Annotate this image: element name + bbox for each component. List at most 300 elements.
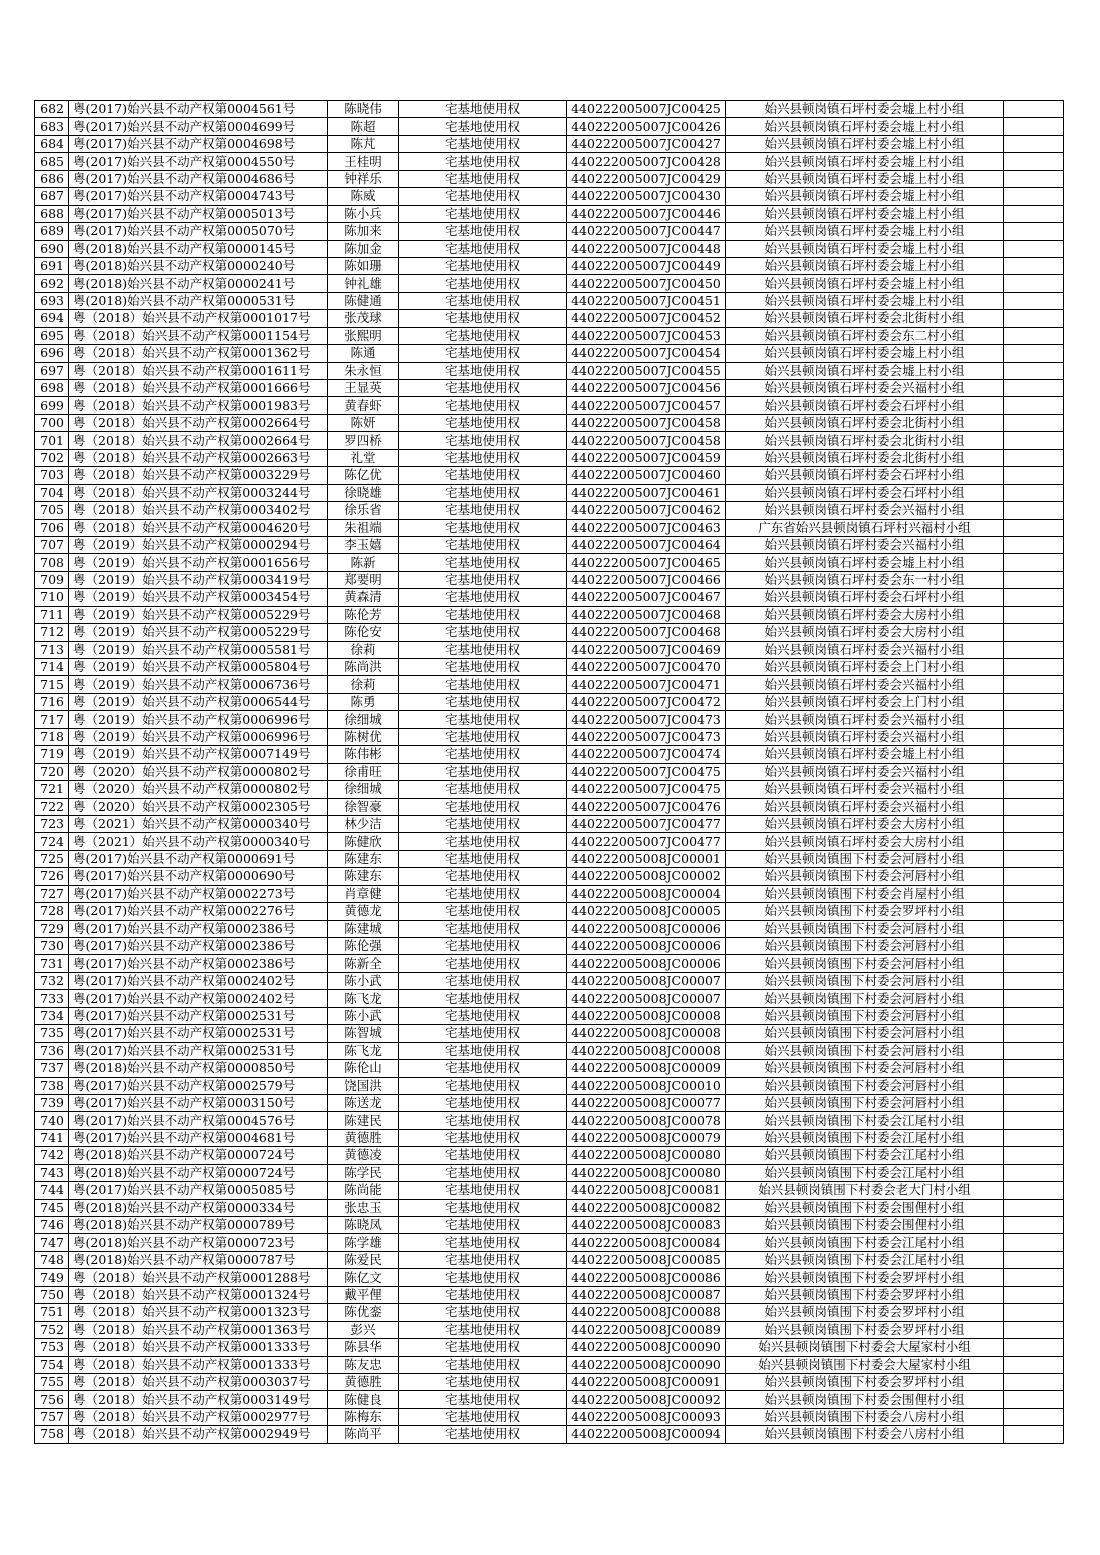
parcel-code-cell: 440222005008JC00009 [567,1060,726,1077]
row-number-cell: 718 [35,728,69,745]
row-number-cell: 756 [35,1391,69,1408]
note-cell [1004,1356,1064,1373]
row-number-cell: 688 [35,205,69,222]
parcel-code-cell: 440222005008JC00093 [567,1408,726,1425]
owner-name-cell: 陈尚能 [328,1182,399,1199]
row-number-cell: 744 [35,1182,69,1199]
row-number-cell: 697 [35,362,69,379]
owner-name-cell: 黄春虾 [328,397,399,414]
row-number-cell: 727 [35,885,69,902]
certificate-number-cell: 粤（2020）始兴县不动产权第0000802号 [69,763,328,780]
parcel-code-cell: 440222005007JC00457 [567,397,726,414]
table-row [35,414,1064,431]
table-row [35,467,1064,484]
certificate-number-cell: 粤(2018)始兴县不动产权第0000240号 [69,257,328,274]
location-cell: 始兴县顿岗镇石坪村委会墟上村小组 [726,345,1004,362]
owner-name-cell: 陈健通 [328,292,399,309]
location-cell: 始兴县顿岗镇石坪村委会墟上村小组 [726,554,1004,571]
table-row [35,624,1064,641]
parcel-code-cell: 440222005008JC00080 [567,1164,726,1181]
owner-name-cell: 张熙明 [328,327,399,344]
certificate-number-cell: 粤(2018)始兴县不动产权第0000724号 [69,1164,328,1181]
certificate-number-cell: 粤(2017)始兴县不动产权第0004699号 [69,118,328,135]
right-type-cell: 宅基地使用权 [399,885,567,902]
certificate-number-cell: 粤(2017)始兴县不动产权第0000691号 [69,850,328,867]
right-type-cell: 宅基地使用权 [399,1251,567,1268]
parcel-code-cell: 440222005008JC00092 [567,1391,726,1408]
certificate-number-cell: 粤(2018)始兴县不动产权第0000789号 [69,1217,328,1234]
certificate-number-cell: 粤(2017)始兴县不动产权第0004550号 [69,153,328,170]
certificate-number-cell: 粤（2019）始兴县不动产权第0003419号 [69,571,328,588]
row-number-cell: 684 [35,135,69,152]
table-row [35,1426,1064,1443]
parcel-code-cell: 440222005007JC00454 [567,345,726,362]
owner-name-cell: 陈建民 [328,1112,399,1129]
location-cell: 始兴县顿岗镇石坪村委会墟上村小组 [726,188,1004,205]
owner-name-cell: 黄德胜 [328,1129,399,1146]
table-row [35,380,1064,397]
row-number-cell: 687 [35,188,69,205]
parcel-code-cell: 440222005008JC00078 [567,1112,726,1129]
certificate-number-cell: 粤（2018）始兴县不动产权第0001333号 [69,1356,328,1373]
parcel-code-cell: 440222005007JC00429 [567,170,726,187]
location-cell: 始兴县顿岗镇围下村委会大屋家村小组 [726,1356,1004,1373]
owner-name-cell: 王显英 [328,380,399,397]
certificate-number-cell: 粤(2017)始兴县不动产权第0002402号 [69,972,328,989]
note-cell [1004,1129,1064,1146]
right-type-cell: 宅基地使用权 [399,135,567,152]
right-type-cell: 宅基地使用权 [399,1286,567,1303]
right-type-cell: 宅基地使用权 [399,1356,567,1373]
table-row [35,972,1064,989]
parcel-code-cell: 440222005008JC00002 [567,868,726,885]
table-row [35,257,1064,274]
owner-name-cell: 陈亿优 [328,467,399,484]
note-cell [1004,467,1064,484]
table-row [35,275,1064,292]
note-cell [1004,1007,1064,1024]
parcel-code-cell: 440222005008JC00077 [567,1094,726,1111]
parcel-code-cell: 440222005008JC00087 [567,1286,726,1303]
parcel-code-cell: 440222005007JC00425 [567,101,726,118]
note-cell [1004,693,1064,710]
owner-name-cell: 陈伦安 [328,624,399,641]
note-cell [1004,345,1064,362]
right-type-cell: 宅基地使用权 [399,1129,567,1146]
owner-name-cell: 王桂明 [328,153,399,170]
note-cell [1004,1147,1064,1164]
right-type-cell: 宅基地使用权 [399,624,567,641]
note-cell [1004,1217,1064,1234]
row-number-cell: 708 [35,554,69,571]
location-cell: 始兴县顿岗镇围下村委会围俚村小组 [726,1217,1004,1234]
right-type-cell: 宅基地使用权 [399,571,567,588]
row-number-cell: 755 [35,1373,69,1390]
note-cell [1004,938,1064,955]
note-cell [1004,815,1064,832]
table-row [35,1094,1064,1111]
table-row [35,1251,1064,1268]
location-cell: 始兴县顿岗镇围下村委会罗坪村小组 [726,1373,1004,1390]
parcel-code-cell: 440222005007JC00460 [567,467,726,484]
location-cell: 始兴县顿岗镇石坪村委会墟上村小组 [726,101,1004,118]
owner-name-cell: 黄德龙 [328,903,399,920]
parcel-code-cell: 440222005007JC00473 [567,711,726,728]
table-row [35,1408,1064,1425]
table-row [35,118,1064,135]
right-type-cell: 宅基地使用权 [399,502,567,519]
table-row [35,711,1064,728]
note-cell [1004,1025,1064,1042]
right-type-cell: 宅基地使用权 [399,1234,567,1251]
right-type-cell: 宅基地使用权 [399,1007,567,1024]
certificate-number-cell: 粤(2017)始兴县不动产权第0002531号 [69,1042,328,1059]
right-type-cell: 宅基地使用权 [399,920,567,937]
location-cell: 始兴县顿岗镇石坪村委会石坪村小组 [726,397,1004,414]
row-number-cell: 700 [35,414,69,431]
note-cell [1004,1269,1064,1286]
table-row [35,815,1064,832]
right-type-cell: 宅基地使用权 [399,449,567,466]
certificate-number-cell: 粤（2018）始兴县不动产权第0001363号 [69,1321,328,1338]
owner-name-cell: 陈伟彬 [328,746,399,763]
owner-name-cell: 陈爱民 [328,1251,399,1268]
right-type-cell: 宅基地使用权 [399,606,567,623]
table-row [35,955,1064,972]
certificate-number-cell: 粤（2021）始兴县不动产权第0000340号 [69,815,328,832]
certificate-number-cell: 粤(2018)始兴县不动产权第0000145号 [69,240,328,257]
note-cell [1004,990,1064,1007]
table-row [35,1199,1064,1216]
note-cell [1004,1182,1064,1199]
owner-name-cell: 陈小兵 [328,205,399,222]
parcel-code-cell: 440222005007JC00461 [567,484,726,501]
note-cell [1004,850,1064,867]
parcel-code-cell: 440222005007JC00448 [567,240,726,257]
location-cell: 始兴县顿岗镇围下村委会肖屋村小组 [726,885,1004,902]
certificate-number-cell: 粤（2019）始兴县不动产权第0005229号 [69,606,328,623]
note-cell [1004,903,1064,920]
note-cell [1004,1373,1064,1390]
right-type-cell: 宅基地使用权 [399,728,567,745]
owner-name-cell: 陈亿文 [328,1269,399,1286]
row-number-cell: 712 [35,624,69,641]
certificate-number-cell: 粤（2018）始兴县不动产权第0001666号 [69,380,328,397]
location-cell: 始兴县顿岗镇石坪村委会墟上村小组 [726,170,1004,187]
parcel-code-cell: 440222005008JC00090 [567,1356,726,1373]
right-type-cell: 宅基地使用权 [399,1199,567,1216]
owner-name-cell: 陈芃 [328,135,399,152]
certificate-number-cell: 粤（2019）始兴县不动产权第0006544号 [69,693,328,710]
right-type-cell: 宅基地使用权 [399,903,567,920]
row-number-cell: 753 [35,1339,69,1356]
parcel-code-cell: 440222005008JC00081 [567,1182,726,1199]
location-cell: 始兴县顿岗镇围下村委会罗坪村小组 [726,1286,1004,1303]
note-cell [1004,1426,1064,1443]
parcel-code-cell: 440222005008JC00006 [567,938,726,955]
location-cell: 始兴县顿岗镇围下村委会河唇村小组 [726,1077,1004,1094]
right-type-cell: 宅基地使用权 [399,484,567,501]
owner-name-cell: 陈晓伟 [328,101,399,118]
owner-name-cell: 饶国洪 [328,1077,399,1094]
location-cell: 始兴县顿岗镇围下村委会江尾村小组 [726,1164,1004,1181]
location-cell: 始兴县顿岗镇石坪村委会兴福村小组 [726,711,1004,728]
right-type-cell: 宅基地使用权 [399,1408,567,1425]
row-number-cell: 746 [35,1217,69,1234]
right-type-cell: 宅基地使用权 [399,990,567,1007]
certificate-number-cell: 粤（2018）始兴县不动产权第0003244号 [69,484,328,501]
parcel-code-cell: 440222005007JC00456 [567,380,726,397]
owner-name-cell: 黄德凌 [328,1147,399,1164]
table-row [35,484,1064,501]
owner-name-cell: 陈友忠 [328,1356,399,1373]
owner-name-cell: 陈建城 [328,920,399,937]
row-number-cell: 724 [35,833,69,850]
right-type-cell: 宅基地使用权 [399,380,567,397]
note-cell [1004,275,1064,292]
location-cell: 始兴县顿岗镇围下村委会罗坪村小组 [726,1321,1004,1338]
row-number-cell: 732 [35,972,69,989]
location-cell: 始兴县顿岗镇石坪村委会东二村小组 [726,327,1004,344]
location-cell: 始兴县顿岗镇围下村委会河唇村小组 [726,1094,1004,1111]
row-number-cell: 689 [35,223,69,240]
certificate-number-cell: 粤（2018）始兴县不动产权第0001324号 [69,1286,328,1303]
right-type-cell: 宅基地使用权 [399,519,567,536]
parcel-code-cell: 440222005007JC00446 [567,205,726,222]
row-number-cell: 710 [35,589,69,606]
parcel-code-cell: 440222005007JC00463 [567,519,726,536]
note-cell [1004,571,1064,588]
parcel-code-cell: 440222005008JC00079 [567,1129,726,1146]
parcel-code-cell: 440222005008JC00091 [567,1373,726,1390]
note-cell [1004,833,1064,850]
location-cell: 始兴县顿岗镇石坪村委会北街村小组 [726,432,1004,449]
owner-name-cell: 陈送龙 [328,1094,399,1111]
location-cell: 始兴县顿岗镇石坪村委会大房村小组 [726,606,1004,623]
certificate-number-cell: 粤(2017)始兴县不动产权第0004686号 [69,170,328,187]
right-type-cell: 宅基地使用权 [399,1147,567,1164]
note-cell [1004,589,1064,606]
owner-name-cell: 戴平俚 [328,1286,399,1303]
parcel-code-cell: 440222005008JC00088 [567,1304,726,1321]
table-row [35,833,1064,850]
note-cell [1004,1339,1064,1356]
owner-name-cell: 陈通 [328,345,399,362]
right-type-cell: 宅基地使用权 [399,1112,567,1129]
parcel-code-cell: 440222005007JC00462 [567,502,726,519]
table-row [35,990,1064,1007]
row-number-cell: 694 [35,310,69,327]
note-cell [1004,746,1064,763]
row-number-cell: 711 [35,606,69,623]
owner-name-cell: 李玉嬉 [328,536,399,553]
table-row [35,205,1064,222]
certificate-number-cell: 粤（2018）始兴县不动产权第0001288号 [69,1269,328,1286]
row-number-cell: 748 [35,1251,69,1268]
table-row [35,676,1064,693]
note-cell [1004,397,1064,414]
owner-name-cell: 徐莉 [328,641,399,658]
row-number-cell: 750 [35,1286,69,1303]
certificate-number-cell: 粤(2017)始兴县不动产权第0002276号 [69,903,328,920]
parcel-code-cell: 440222005008JC00086 [567,1269,726,1286]
table-body [35,101,1064,1444]
row-number-cell: 747 [35,1234,69,1251]
owner-name-cell: 钟礼雄 [328,275,399,292]
right-type-cell: 宅基地使用权 [399,205,567,222]
right-type-cell: 宅基地使用权 [399,257,567,274]
certificate-number-cell: 粤（2018）始兴县不动产权第0003402号 [69,502,328,519]
owner-name-cell: 钟祥乐 [328,170,399,187]
location-cell: 始兴县顿岗镇石坪村委会上门村小组 [726,659,1004,676]
table-row [35,1286,1064,1303]
certificate-number-cell: 粤（2018）始兴县不动产权第0002663号 [69,449,328,466]
table-row [35,1356,1064,1373]
location-cell: 始兴县顿岗镇围下村委会江尾村小组 [726,1129,1004,1146]
row-number-cell: 758 [35,1426,69,1443]
owner-name-cell: 陈智城 [328,1025,399,1042]
certificate-number-cell: 粤（2019）始兴县不动产权第0006996号 [69,711,328,728]
row-number-cell: 698 [35,380,69,397]
certificate-number-cell: 粤(2017)始兴县不动产权第0003150号 [69,1094,328,1111]
note-cell [1004,1077,1064,1094]
row-number-cell: 737 [35,1060,69,1077]
table-row [35,659,1064,676]
right-type-cell: 宅基地使用权 [399,955,567,972]
location-cell: 始兴县顿岗镇围下村委会老大门村小组 [726,1182,1004,1199]
certificate-number-cell: 粤（2018）始兴县不动产权第0003229号 [69,467,328,484]
parcel-code-cell: 440222005007JC00455 [567,362,726,379]
table-row [35,903,1064,920]
owner-name-cell: 徐晓雄 [328,484,399,501]
note-cell [1004,1234,1064,1251]
parcel-code-cell: 440222005007JC00430 [567,188,726,205]
owner-name-cell: 朱永恒 [328,362,399,379]
row-number-cell: 691 [35,257,69,274]
table-row [35,1304,1064,1321]
location-cell: 始兴县顿岗镇围下村委会江尾村小组 [726,1147,1004,1164]
location-cell: 始兴县顿岗镇石坪村委会石坪村小组 [726,484,1004,501]
parcel-code-cell: 440222005007JC00472 [567,693,726,710]
parcel-code-cell: 440222005007JC00458 [567,432,726,449]
certificate-number-cell: 粤(2018)始兴县不动产权第0000241号 [69,275,328,292]
parcel-code-cell: 440222005008JC00004 [567,885,726,902]
parcel-code-cell: 440222005008JC00085 [567,1251,726,1268]
row-number-cell: 723 [35,815,69,832]
location-cell: 始兴县顿岗镇石坪村委会兴福村小组 [726,641,1004,658]
note-cell [1004,223,1064,240]
note-cell [1004,955,1064,972]
row-number-cell: 695 [35,327,69,344]
certificate-number-cell: 粤（2018）始兴县不动产权第0001323号 [69,1304,328,1321]
parcel-code-cell: 440222005008JC00082 [567,1199,726,1216]
location-cell: 始兴县顿岗镇石坪村委会墟上村小组 [726,205,1004,222]
row-number-cell: 736 [35,1042,69,1059]
location-cell: 始兴县顿岗镇石坪村委会兴福村小组 [726,798,1004,815]
certificate-number-cell: 粤(2017)始兴县不动产权第0000690号 [69,868,328,885]
parcel-code-cell: 440222005007JC00458 [567,414,726,431]
row-number-cell: 739 [35,1094,69,1111]
note-cell [1004,972,1064,989]
owner-name-cell: 陈梅东 [328,1408,399,1425]
row-number-cell: 752 [35,1321,69,1338]
parcel-code-cell: 440222005007JC00468 [567,624,726,641]
parcel-code-cell: 440222005008JC00008 [567,1042,726,1059]
owner-name-cell: 陈建东 [328,850,399,867]
table-row [35,1269,1064,1286]
location-cell: 始兴县顿岗镇围下村委会八房村小组 [726,1408,1004,1425]
parcel-code-cell: 440222005007JC00473 [567,728,726,745]
location-cell: 始兴县顿岗镇石坪村委会墟上村小组 [726,275,1004,292]
row-number-cell: 733 [35,990,69,1007]
certificate-number-cell: 粤(2017)始兴县不动产权第0002531号 [69,1007,328,1024]
property-rights-table [34,100,1064,1444]
row-number-cell: 729 [35,920,69,937]
owner-name-cell: 礼堂 [328,449,399,466]
table-row [35,135,1064,152]
note-cell [1004,414,1064,431]
owner-name-cell: 陈小武 [328,1007,399,1024]
row-number-cell: 714 [35,659,69,676]
location-cell: 始兴县顿岗镇围下村委会大屋家村小组 [726,1339,1004,1356]
owner-name-cell: 陈勇 [328,693,399,710]
owner-name-cell: 陈伦山 [328,1060,399,1077]
certificate-number-cell: 粤（2019）始兴县不动产权第0006736号 [69,676,328,693]
row-number-cell: 715 [35,676,69,693]
owner-name-cell: 陈健良 [328,1391,399,1408]
certificate-number-cell: 粤（2019）始兴县不动产权第0001656号 [69,554,328,571]
certificate-number-cell: 粤（2018）始兴县不动产权第0002949号 [69,1426,328,1443]
row-number-cell: 745 [35,1199,69,1216]
right-type-cell: 宅基地使用权 [399,292,567,309]
certificate-number-cell: 粤（2019）始兴县不动产权第0000294号 [69,536,328,553]
right-type-cell: 宅基地使用权 [399,1182,567,1199]
location-cell: 始兴县顿岗镇石坪村委会大房村小组 [726,833,1004,850]
right-type-cell: 宅基地使用权 [399,798,567,815]
table-row [35,310,1064,327]
parcel-code-cell: 440222005007JC00468 [567,606,726,623]
row-number-cell: 721 [35,781,69,798]
owner-name-cell: 肖章健 [328,885,399,902]
table-row [35,746,1064,763]
note-cell [1004,432,1064,449]
right-type-cell: 宅基地使用权 [399,153,567,170]
right-type-cell: 宅基地使用权 [399,1426,567,1443]
table-row [35,1234,1064,1251]
note-cell [1004,362,1064,379]
parcel-code-cell: 440222005007JC00465 [567,554,726,571]
owner-name-cell: 徐细城 [328,781,399,798]
table-row [35,240,1064,257]
right-type-cell: 宅基地使用权 [399,972,567,989]
parcel-code-cell: 440222005008JC00008 [567,1025,726,1042]
right-type-cell: 宅基地使用权 [399,1060,567,1077]
table-row [35,153,1064,170]
location-cell: 始兴县顿岗镇围下村委会江尾村小组 [726,1251,1004,1268]
parcel-code-cell: 440222005008JC00094 [567,1426,726,1443]
right-type-cell: 宅基地使用权 [399,345,567,362]
note-cell [1004,1199,1064,1216]
location-cell: 始兴县顿岗镇石坪村委会兴福村小组 [726,781,1004,798]
note-cell [1004,1251,1064,1268]
row-number-cell: 686 [35,170,69,187]
right-type-cell: 宅基地使用权 [399,101,567,118]
right-type-cell: 宅基地使用权 [399,397,567,414]
note-cell [1004,1094,1064,1111]
note-cell [1004,380,1064,397]
owner-name-cell: 陈伦芳 [328,606,399,623]
location-cell: 始兴县顿岗镇围下村委会河唇村小组 [726,990,1004,1007]
